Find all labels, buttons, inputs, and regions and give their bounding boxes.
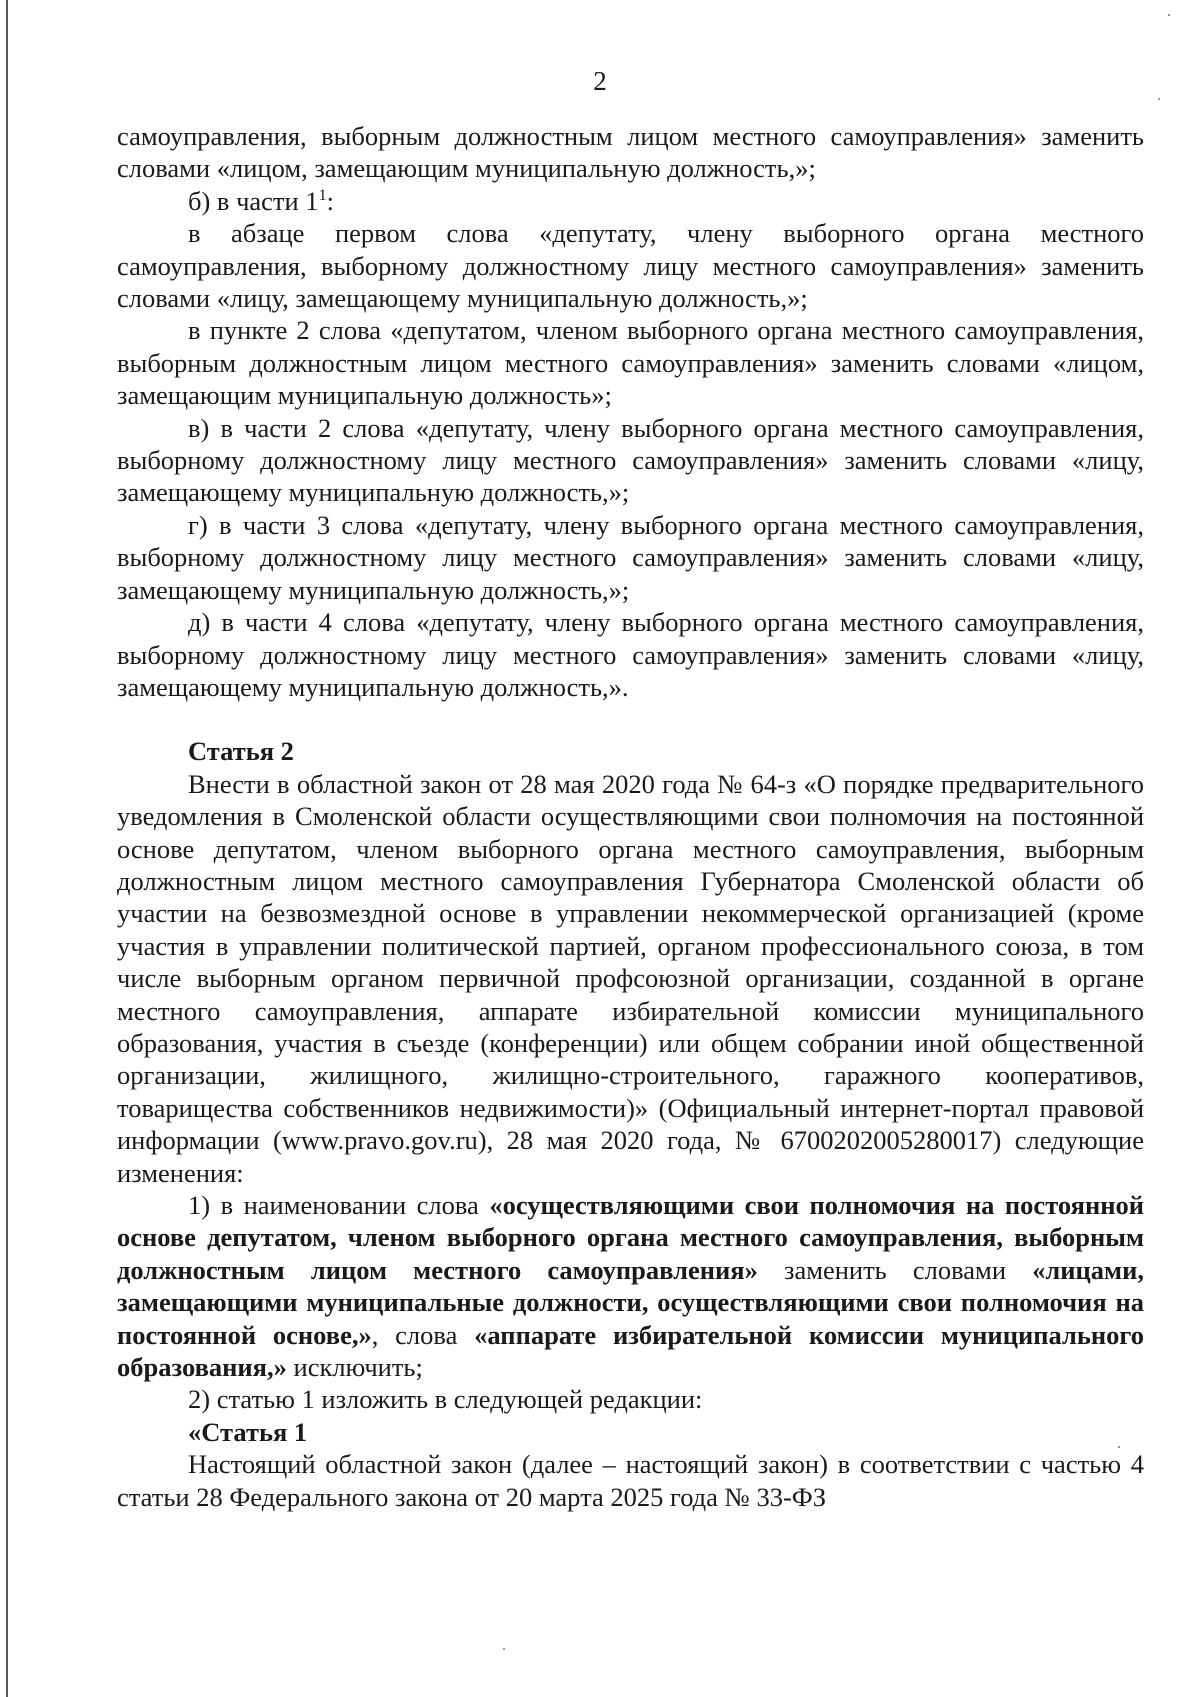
article-2-item-2: 2) статью 1 изложить в следующей редакции: [188,1384,703,1415]
item-1-bold-new-title: «лицами, замещающими муниципальные должности, осуществляющими свои полномочия на постоянной основе,» [117,1254,1144,1350]
item-1-bold-excluded: «аппарате избирательной комиссии муниципального образования,» [117,1319,1145,1383]
paragraph-b-second: в пункте 2 слова «депутатом, членом выборного органа местного самоуправления, выборным должностным лицом местного самоуправления» заменить словами «лицом, замещающим муниципальную должность»; [117,315,1144,411]
paragraph-d: д) в части 4 слова «депутату, члену выборного органа местного самоуправления, выборному должностному лицу местного самоуправления» заменить словами «лицу, замещающему муниципальную должность,». [117,607,1144,702]
paragraph-a-continuation: самоуправления, выборным должностным лицом местного самоуправления» заменить словами «лицом, замещающим муниципальную должность,»; [117,121,1144,184]
paragraph-b-intro-colon: : [326,185,334,216]
paragraph-b-first: в абзаце первом слова «депутату, члену выборного органа местного самоуправления, выборному должностному лицу местного самоуправления» заменить словами «лицу, замещающему муниципальную должность,»; [117,218,1144,314]
superscript-index: 1 [318,186,327,204]
paragraph-b-intro-text: б) в части 1 [188,185,319,216]
paragraph-b-intro [117,185,1144,217]
scan-speck [503,1648,505,1650]
document-body [117,120,1144,1513]
paragraph-g: г) в части 3 слова «депутату, члену выборного органа местного самоуправления, выборному должностному лицу местного самоуправления» заменить словами «лицу, замещающему муниципальную должность,»; [117,509,1144,605]
item-1-text-e: , слова [371,1319,475,1350]
article-2-item-1 [117,1189,1144,1383]
item-1-bold-old-title: «осуществляющими свои полномочия на постоянной основе депутатом, членом выборного органа местного самоуправления, выборным должностным лицом местного самоуправления» [117,1190,1144,1285]
page-number: 2 [593,66,607,96]
scan-speck [1158,98,1160,100]
scan-speck [1168,14,1170,16]
scan-speck [1118,1446,1120,1448]
article-2-heading: Статья 2 [188,736,294,767]
article-2-intro: Внести в областной закон от 28 мая 2020 года № 64-з «О порядке предварительного уведомления в Смоленской области осуществляющими свои полномочия на постоянной основе депутатом, членом выборного органа местного самоуправления, выборным должностным лицом местного самоуправления Губернатора Смоленской области об участии на безвозмездной основе в управлении некоммерческой организацией (кроме участия в управлении политической партией, органом профессионального союза, в том числе выборным органом первичной профсоюзной организации, созданной в органе местного самоуправления, аппарате избирательной комиссии муниципального образования, участия в съезде (конференции) или общем собрании иной общественной организации, жилищного, жилищно-строительного, гаражного кооперативов, товарищества собственников недвижимости)» (Официальный интернет-портал правовой информации (www.pravo.gov.ru), 28 мая 2020 года, № 6700202005280017) следующие изменения: [117,768,1144,1188]
quoted-article-1-heading: «Статья 1 [188,1416,308,1447]
item-1-text-c: заменить словами [757,1254,1033,1285]
quoted-article-1-text: Настоящий областной закон (далее – настоящий закон) в соответствии с частью 4 статьи 28 Федерального закона от 20 марта 2025 года № 33-ФЗ [117,1449,1144,1512]
scan-border [6,0,8,1697]
item-1-text-a: 1) в наименовании слова [188,1190,490,1220]
paragraph-v: в) в части 2 слова «депутату, члену выборного органа местного самоуправления, выборному должностному лицу местного самоуправления» заменить словами «лицу, замещающему муниципальную должность,»; [117,412,1144,508]
item-1-text-g: исключить; [286,1352,423,1383]
